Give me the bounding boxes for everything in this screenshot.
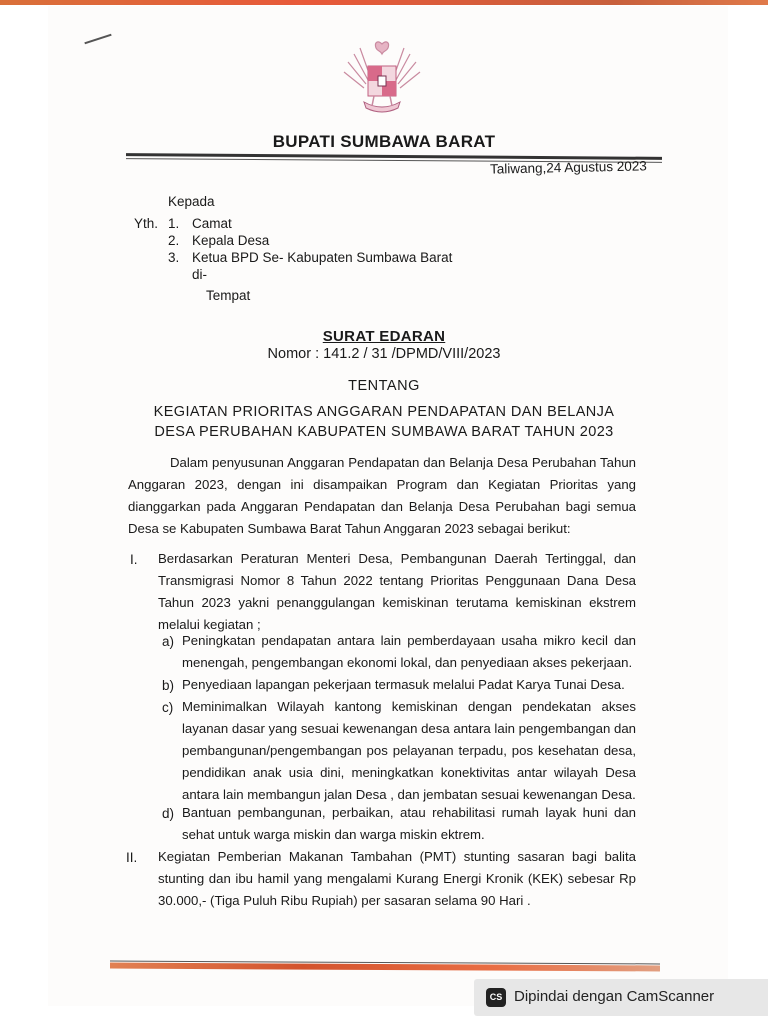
office-heading: BUPATI SUMBAWA BARAT <box>272 132 496 151</box>
di-label: di- <box>192 267 208 282</box>
camscanner-label: Dipindai dengan CamScanner <box>514 988 715 1005</box>
top-scan-edge <box>0 0 768 5</box>
addressee-item-3: Ketua BPD Se- Kabupaten Sumbawa Barat <box>192 250 453 265</box>
addressee-item-2: Kepala Desa <box>192 233 270 248</box>
point-num-1: I. <box>130 552 138 567</box>
subitem-label-d: d) <box>162 806 175 821</box>
letter-title: SURAT EDARAN <box>322 328 446 345</box>
yth-label: Yth. <box>134 216 159 231</box>
garuda-emblem-icon <box>334 36 430 128</box>
subitem-label-a: a) <box>162 634 175 649</box>
camscanner-logo-icon: CS <box>486 988 506 1007</box>
subitem-label-b: b) <box>162 678 175 693</box>
point-num-2: II. <box>126 850 138 865</box>
addressee-num-3: 3. <box>168 250 180 265</box>
tempat-label: Tempat <box>206 288 251 303</box>
point-text-2: Kegiatan Pemberian Makanan Tambahan (PMT) stunting sasaran bagi balita stunting dan ibu hamil yang mengalami Kurang Energi Kronik (KEK) sebesar Rp 30.000,- (Tiga Puluh Ribu Rupiah) per sasaran selama 90 Hari . <box>158 849 636 908</box>
subitem-text-a: Peningkatan pendapatan antara lain pemberdayaan usaha mikro kecil dan menengah, pengembangan ekonomi lokal, dan penyediaan akses pekerjaan. <box>182 633 636 670</box>
subitem-label-c: c) <box>162 700 174 715</box>
subitem-text-b: Penyediaan lapangan pekerjaan termasuk melalui Padat Karya Tunai Desa. <box>182 677 625 692</box>
letter-number: Nomor : 141.2 / 31 /DPMD/VIII/2023 <box>267 346 501 362</box>
camscanner-watermark <box>474 979 768 1016</box>
point-text-1: Berdasarkan Peraturan Menteri Desa, Pembangunan Daerah Tertinggal, dan Transmigrasi Nomor 8 Tahun 2022 tentang Prioritas Penggunaan Dana Desa Tahun 2023 yakni penanggulangan kemiskinan terutama kemiskinan ekstrem melalui kegiatan ; <box>158 551 636 632</box>
addressee-num-2: 2. <box>168 233 180 248</box>
subject-line-2: DESA PERUBAHAN KABUPATEN SUMBAWA BARAT TAHUN 2023 <box>154 424 614 440</box>
addressee-item-1: Camat <box>192 216 232 231</box>
letter-date: Taliwang,24 Agustus 2023 <box>489 158 648 177</box>
subitem-text-c: Meminimalkan Wilayah kantong kemiskinan dengan pendekatan akses layanan dasar yang sesuai kewenangan desa antara lain pengembangan dan pembangunan/pengembangan pos pelayanan terpadu, pos kesehatan desa, pendidikan anak usia dini, meningkatkan konektivitas antar wilayah Desa antara lain membangun jalan Desa , dan jembatan sesuai kewenangan Desa. <box>182 699 636 802</box>
addressee-num-1: 1. <box>168 216 180 231</box>
subject-line-1: KEGIATAN PRIORITAS ANGGARAN PENDAPATAN DAN BELANJA <box>153 404 615 420</box>
subitem-text-d: Bantuan pembangunan, perbaikan, atau rehabilitasi rumah layak huni dan sehat untuk warga miskin dan warga miskin ektrem. <box>182 805 636 842</box>
kepada-label: Kepada <box>168 194 215 209</box>
tentang-heading: TENTANG <box>348 378 420 394</box>
intro-paragraph: Dalam penyusunan Anggaran Pendapatan dan Belanja Desa Perubahan Tahun Anggaran 2023, dengan ini disampaikan Program dan Kegiatan Prioritas yang dianggarkan pada Anggaran Pendapatan dan Belanja Desa Perubahan bagi semua Desa se Kabupaten Sumbawa Barat Tahun Anggaran 2023 sebagai berikut: <box>128 455 636 536</box>
